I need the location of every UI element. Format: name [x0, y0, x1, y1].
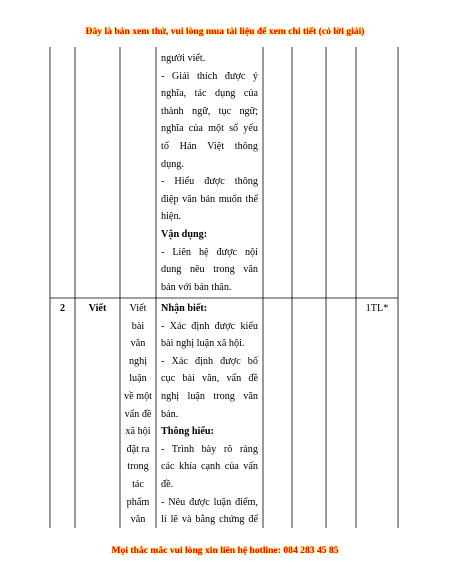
hotline-notice-banner: Mọi thắc mắc vui lòng xin liên hệ hotline: 084 283 45 85 [111, 545, 339, 556]
question-count-cell: 1TL* [365, 303, 389, 314]
unit-cell: Viết bài văn nghị luận về một vấn đề xã hội đặt ra trong tác phẩm văn [123, 303, 152, 526]
content-cell: Nhận biết: - Xác định được kiểu bài nghị luận xã hội. - Xác định được bố cục bài văn, vấn đề nghị luận trong văn bản. Thông hiểu: - Trình bày rõ ràng các khía cạnh của vấn đề. - Nêu được luận điểm, lí lẽ và bằng chứng để [161, 300, 258, 529]
skill-cell: Viết [88, 303, 107, 314]
preview-notice-banner: Đây là bản xem thử, vui lòng mua tài liệu để xem chi tiết (có lời giải) [85, 26, 365, 37]
content-cell: người viết. - Giải thích được ý nghĩa, tác dụng của thành ngữ, tục ngữ; nghĩa của một số yếu tố Hán Việt thông dụng. - Hiểu được thông điệp văn bản muốn thể hiện. Vận dụng: - Liên hệ được nội dung nêu trong văn bản với bản thân. [161, 53, 258, 293]
section-heading: Thông hiểu: [161, 426, 214, 438]
section-heading: Nhận biết: [161, 303, 208, 314]
row-number: 2 [59, 303, 66, 314]
section-heading: Vận dụng: [161, 228, 208, 240]
